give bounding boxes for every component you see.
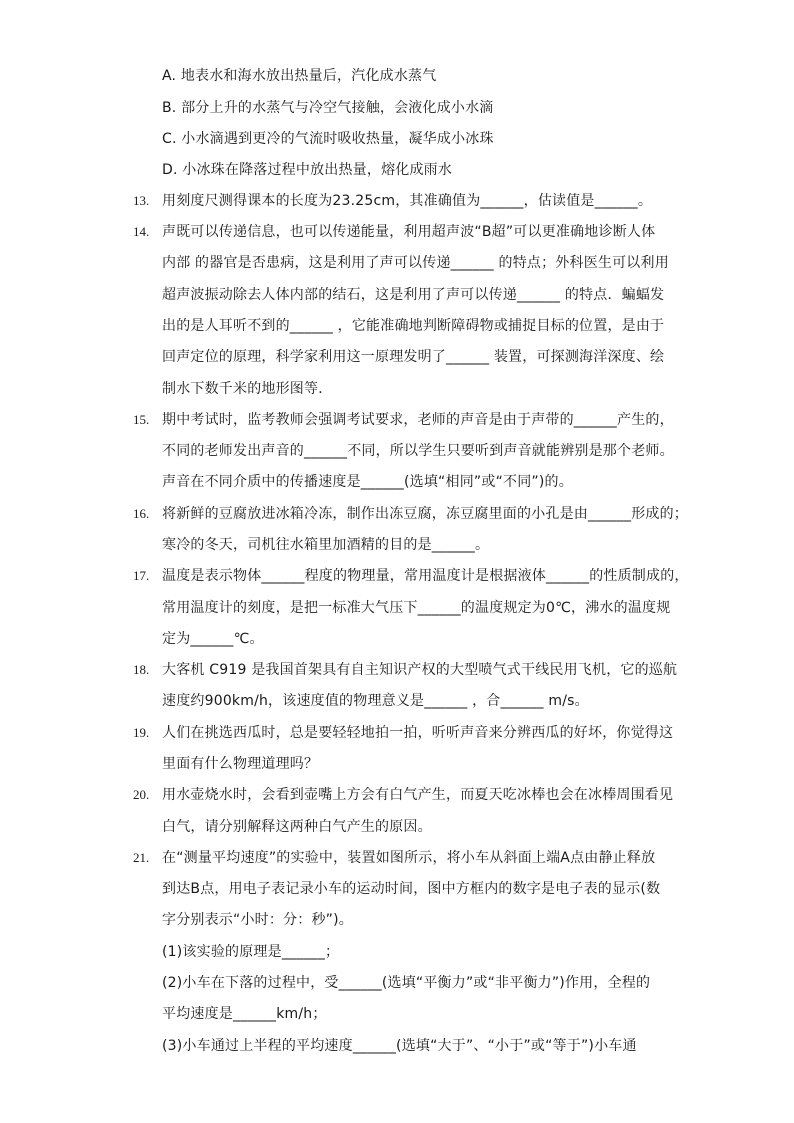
question-line: 用刻度尺测得课本的长度为23.25cm，其准确值为______，估读值是______。 [162, 193, 653, 209]
question-line: (1)该实验的原理是______； [162, 944, 340, 960]
question-line: 温度是表示物体______程度的物理量，常用温度计是根据液体______的性质制成的， [162, 568, 689, 584]
question-line: 内部 的器官是否患病，这是利用了声可以传递______ 的特点；外科医生可以利用 [162, 255, 669, 271]
question-line: 回声定位的原理，科学家利用这一原理发明了______ 装置，可探测海洋深度、绘 [162, 349, 665, 365]
question-line: 常用温度计的刻度，是把一标准大气压下______的温度规定为0℃，沸水的温度规 [162, 600, 671, 616]
question-line: 在“测量平均速度”的实验中，装置如图所示，将小车从斜面上端A点由静止释放 [162, 850, 656, 866]
question-line: 大客机 C919 是我国首架具有自主知识产权的大型喷气式干线民用飞机，它的巡航 [162, 662, 678, 678]
question-line: 声既可以传递信息，也可以传递能量，利用超声波“B超”可以更准确地诊断人体 [162, 224, 656, 240]
question-line: 字分别表示“小时：分：秒”)。 [162, 912, 353, 928]
question-line: 声音在不同介质中的传播速度是______(选填“相同”或“不同”)的。 [162, 474, 573, 490]
option-b: B. 部分上升的水蒸气与冷空气接触，会液化成小水滴 [162, 100, 494, 116]
question-line: 到达B点，用电子表记录小车的运动时间，图中方框内的数字是电子表的显示(数 [162, 881, 661, 897]
question-line: 超声波振动除去人体内部的结石，这是利用了声可以传递______ 的特点．蝙蝠发 [162, 287, 665, 303]
question-number: 16. [133, 506, 150, 521]
question-line: 寒冷的冬天，司机往水箱里加酒精的目的是______。 [162, 537, 490, 553]
question-line: 用水壶烧水时，会看到壶嘴上方会有白气产生，而夏天吃冰棒也会在冰棒周围看见 [162, 787, 674, 803]
question-line: 期中考试时，监考教师会强调考试要求，老师的声音是由于声带的______产生的， [162, 412, 674, 428]
question-line: 速度约900km/h，该速度值的物理意义是______ ，合______ m/s。 [162, 693, 589, 709]
question-line: (3)小车通过上半程的平均速度______(选填“大于”、“小于”或“等于”)小车通 [162, 1038, 637, 1054]
option-c: C. 小水滴遇到更冷的气流时吸收热量，凝华成小冰珠 [162, 131, 494, 147]
question-line: 白气，请分别解释这两种白气产生的原因。 [162, 819, 432, 835]
question-line: 里面有什么物理道理吗？ [162, 756, 319, 772]
question-number: 17. [133, 568, 150, 583]
question-number: 19. [133, 725, 150, 740]
question-number: 21. [133, 850, 150, 865]
question-line: 平均速度是______km/h； [162, 1006, 327, 1022]
question-number: 20. [133, 787, 150, 802]
question-number: 18. [133, 662, 150, 677]
question-line: 定为______℃。 [162, 631, 264, 647]
option-a: A. 地表水和海水放出热量后，汽化成水蒸气 [162, 68, 437, 84]
question-line: 人们在挑选西瓜时，总是要轻轻地拍一拍，听听声音来分辨西瓜的好坏，你觉得这 [162, 725, 674, 741]
question-line: 出的是人耳听不到的______ ，它能准确地判断障碍物或捕捉目标的位置，是由于 [162, 318, 665, 334]
question-number: 15. [133, 412, 150, 427]
question-number: 14. [133, 224, 150, 239]
option-d: D. 小冰珠在降落过程中放出热量，熔化成雨水 [162, 162, 453, 178]
question-line: 不同的老师发出声音的______不同，所以学生只要听到声音就能辨别是那个老师。 [162, 443, 674, 459]
question-line: 制水下数千米的地形图等． [162, 381, 333, 397]
question-line: (2)小车在下落的过程中，受______(选填“平衡力”或“非平衡力”)作用，全程的 [162, 975, 651, 991]
question-line: 将新鲜的豆腐放进冰箱冷冻，制作出冻豆腐，冻豆腐里面的小孔是由______形成的； [162, 506, 688, 522]
question-number: 13. [133, 193, 150, 208]
